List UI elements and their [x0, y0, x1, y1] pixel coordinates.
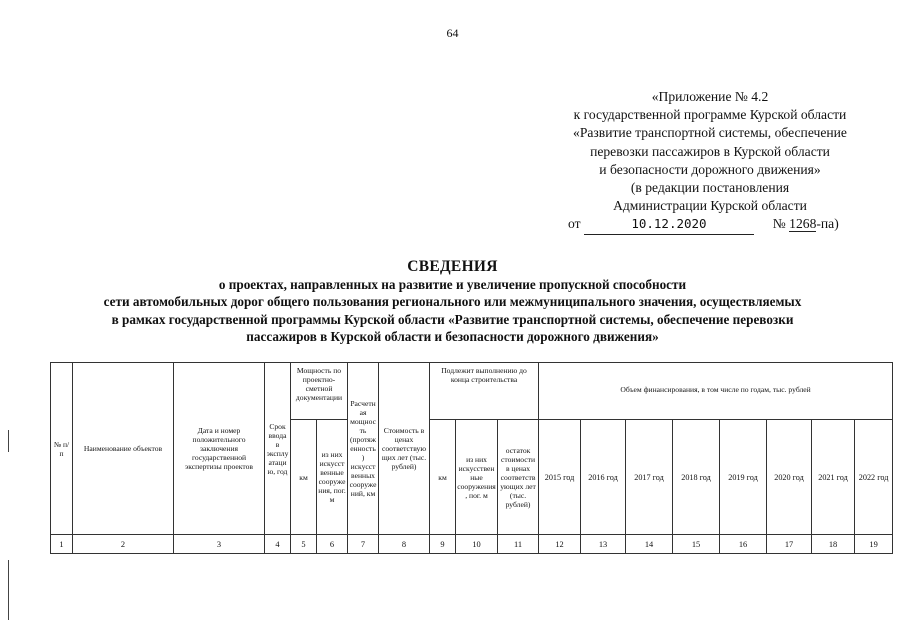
column-number: 12: [539, 535, 581, 554]
header-remaining: Подлежит выполнению до конца строительства: [430, 363, 539, 420]
header-remaining-cost: остаток стоимости в ценах соответствующих лет (тыс. рублей): [498, 420, 539, 535]
header-capacity-artificial: из них искусственные сооружения, пог. м: [317, 420, 348, 535]
column-number: 3: [174, 535, 265, 554]
document-date: 10.12.2020: [584, 215, 754, 234]
header-term: Срок ввода в эксплуатацию, год: [265, 363, 291, 535]
title-line: в рамках государственной программы Курской области «Развитие транспортной системы, обеспечение перевозки: [111, 311, 794, 327]
title-line: о проектах, направленных на развитие и увеличение пропускной способности: [218, 277, 687, 292]
title-line: сети автомобильных дорог общего пользования регионального или межмуниципального значения, осуществляемых: [103, 294, 802, 310]
column-number: 9: [430, 535, 456, 554]
column-number: 8: [379, 535, 430, 554]
column-number: 18: [812, 535, 855, 554]
annex-line: к государственной программе Курской области: [573, 107, 847, 123]
header-year: 2018 год: [673, 420, 720, 535]
annex-line: и безопасности дорожного движения»: [599, 161, 821, 177]
column-number: 6: [317, 535, 348, 554]
column-number: 2: [73, 535, 174, 554]
column-number: 11: [498, 535, 539, 554]
annex-line: «Приложение № 4.2: [651, 89, 769, 104]
annex-line: перевозки пассажиров в Курской области: [590, 143, 830, 159]
column-number: 5: [291, 535, 317, 554]
column-number: 4: [265, 535, 291, 554]
header-name: Наименование объектов: [73, 363, 174, 535]
header-year: 2017 год: [626, 420, 673, 535]
number-suffix: -па): [816, 216, 839, 232]
header-year: 2016 год: [581, 420, 626, 535]
column-number: 7: [348, 535, 379, 554]
header-capacity-km: км: [291, 420, 317, 535]
header-cost: Стоимость в ценах соответствующих лет (тыс. рублей): [379, 363, 430, 535]
header-year: 2022 год: [855, 420, 893, 535]
scan-margin-mark: [8, 430, 9, 452]
document-number: 1268: [789, 216, 817, 232]
header-calc-capacity: Расчетная мощность (протяженность) искусственных сооружений, км: [348, 363, 379, 535]
column-number: 16: [720, 535, 767, 554]
header-remaining-km: км: [430, 420, 456, 535]
annex-line: (в редакции постановления: [630, 180, 790, 196]
column-number: 1: [51, 535, 73, 554]
header-year: 2021 год: [812, 420, 855, 535]
header-remaining-artificial: из них искусственные сооружения, пог. м: [456, 420, 498, 535]
date-prefix: от: [568, 216, 581, 232]
column-number: 17: [767, 535, 812, 554]
header-no: № п/п: [51, 363, 73, 535]
annex-line: Администрации Курской области: [613, 198, 807, 214]
page-number: 64: [446, 26, 459, 40]
document-title: [0, 258, 905, 346]
column-number: 19: [855, 535, 893, 554]
header-capacity: Мощность по проектно-сметной документации: [291, 363, 348, 420]
column-number: 10: [456, 535, 498, 554]
header-year: 2015 год: [539, 420, 581, 535]
number-prefix: №: [772, 216, 786, 232]
projects-table: [50, 362, 893, 554]
title-line: пассажиров в Курской области и безопасности дорожного движения»: [246, 329, 659, 345]
header-expertise: Дата и номер положительного заключения государственной экспертизы проектов: [174, 363, 265, 535]
title-main: СВЕДЕНИЯ: [407, 258, 498, 275]
scan-margin-mark: [8, 560, 9, 620]
annex-line: «Развитие транспортной системы, обеспечение: [573, 125, 847, 141]
header-year: 2019 год: [720, 420, 767, 535]
column-number: 13: [581, 535, 626, 554]
column-number-row: [51, 535, 893, 554]
column-number: 15: [673, 535, 720, 554]
header-year: 2020 год: [767, 420, 812, 535]
header-funding: Объем финансирования, в том числе по годам, тыс. рублей: [539, 363, 893, 420]
annex-date-line: [520, 215, 900, 234]
column-number: 14: [626, 535, 673, 554]
annex-header: [520, 88, 900, 235]
